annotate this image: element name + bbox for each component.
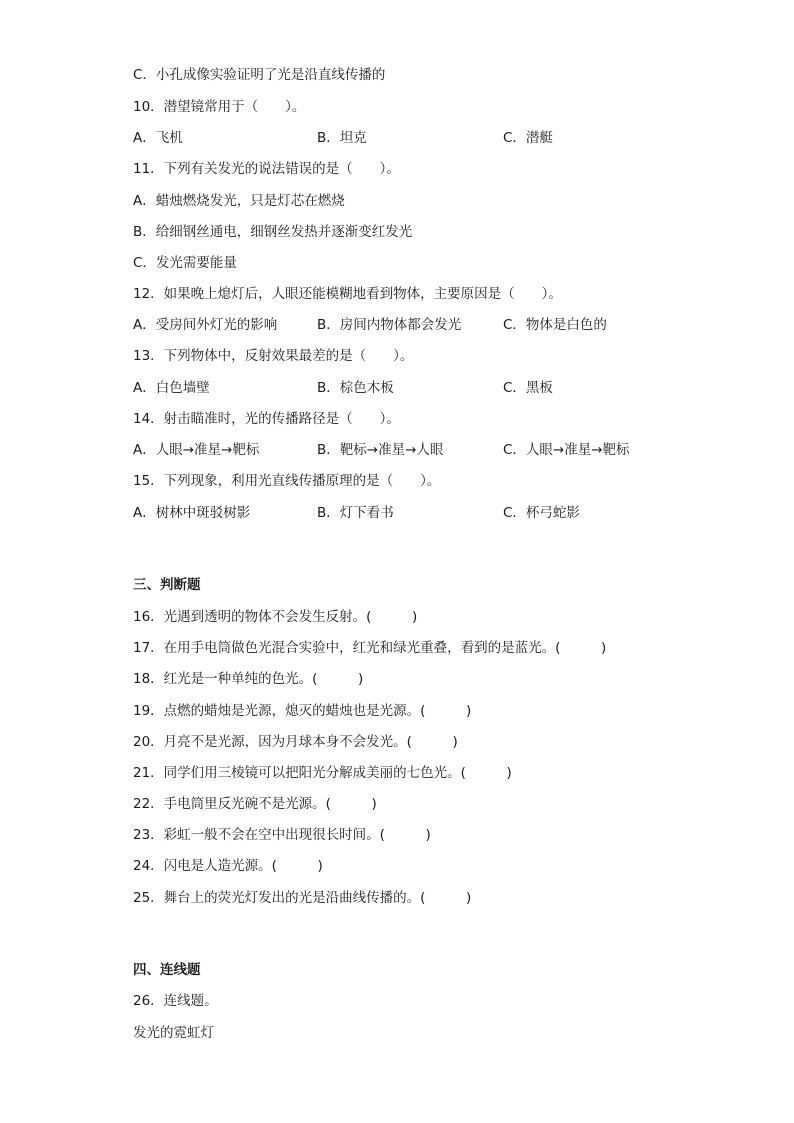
q21-item: 21．同学们用三棱镜可以把阳光分解成美丽的七色光。( ) bbox=[133, 765, 512, 781]
q19-item: 19．点燃的蜡烛是光源，熄灭的蜡烛也是光源。( ) bbox=[133, 703, 472, 719]
q13-option-c: C．黑板 bbox=[503, 380, 553, 396]
q9-option-c: C．小孔成像实验证明了光是沿直线传播的 bbox=[133, 67, 386, 83]
q14-stem: 14．射击瞄准时，光的传播路径是（ ）。 bbox=[133, 411, 400, 427]
q14-option-b: B．靶标→准星→人眼 bbox=[317, 442, 444, 458]
q24-item: 24．闪电是人造光源。( ) bbox=[133, 858, 323, 874]
q15-option-c: C．杯弓蛇影 bbox=[503, 505, 580, 521]
q12-option-a: A．受房间外灯光的影响 bbox=[133, 317, 278, 333]
q16-item: 16．光遇到透明的物体不会发生反射。( ) bbox=[133, 609, 418, 625]
q23-item: 23．彩虹一般不会在空中出现很长时间。( ) bbox=[133, 827, 431, 843]
q10-option-c: C．潜艇 bbox=[503, 130, 553, 146]
q11-option-b: B．给细钢丝通电，细钢丝发热并逐渐变红发光 bbox=[133, 224, 413, 240]
q10-options bbox=[133, 129, 753, 147]
q15-stem: 15．下列现象，利用光直线传播原理的是（ ）。 bbox=[133, 473, 441, 489]
q12-options bbox=[133, 316, 753, 334]
q17-item: 17．在用手电筒做色光混合实验中，红光和绿光重叠，看到的是蓝光。( ) bbox=[133, 640, 607, 656]
q20-item: 20．月亮不是光源，因为月球本身不会发光。( ) bbox=[133, 734, 458, 750]
q10-option-b: B．坦克 bbox=[317, 130, 367, 146]
q10-stem: 10．潜望镜常用于（ ）。 bbox=[133, 99, 306, 115]
section3-heading: 三、判断题 bbox=[133, 577, 201, 593]
q26-stem: 26．连线题。 bbox=[133, 993, 218, 1009]
q22-item: 22．手电筒里反光碗不是光源。( ) bbox=[133, 796, 377, 812]
q14-option-c: C．人眼→准星→靶标 bbox=[503, 442, 630, 458]
q12-option-b: B．房间内物体都会发光 bbox=[317, 317, 462, 333]
q12-option-c: C．物体是白色的 bbox=[503, 317, 607, 333]
q13-stem: 13．下列物体中，反射效果最差的是（ ）。 bbox=[133, 348, 414, 364]
q18-item: 18．红光是一种单纯的色光。( ) bbox=[133, 671, 364, 687]
q15-options bbox=[133, 504, 753, 522]
q13-option-b: B．棕色木板 bbox=[317, 380, 394, 396]
q11-stem: 11．下列有关发光的说法错误的是（ ）。 bbox=[133, 161, 400, 177]
q15-option-b: B．灯下看书 bbox=[317, 505, 394, 521]
q15-option-a: A．树林中斑驳树影 bbox=[133, 505, 251, 521]
q12-stem: 12．如果晚上熄灯后，人眼还能模糊地看到物体，主要原因是（ ）。 bbox=[133, 286, 562, 302]
q13-option-a: A．白色墙壁 bbox=[133, 380, 210, 396]
q26-item-neon-light: 发光的霓虹灯 bbox=[133, 1025, 214, 1041]
q13-options bbox=[133, 379, 753, 397]
q11-option-c: C．发光需要能量 bbox=[133, 255, 237, 271]
q14-options bbox=[133, 441, 753, 459]
q25-item: 25．舞台上的荧光灯发出的光是沿曲线传播的。( ) bbox=[133, 890, 472, 906]
q10-option-a: A．飞机 bbox=[133, 130, 183, 146]
q11-option-a: A．蜡烛燃烧发光，只是灯芯在燃烧 bbox=[133, 193, 345, 209]
q14-option-a: A．人眼→准星→靶标 bbox=[133, 442, 260, 458]
section4-heading: 四、连线题 bbox=[133, 962, 201, 978]
